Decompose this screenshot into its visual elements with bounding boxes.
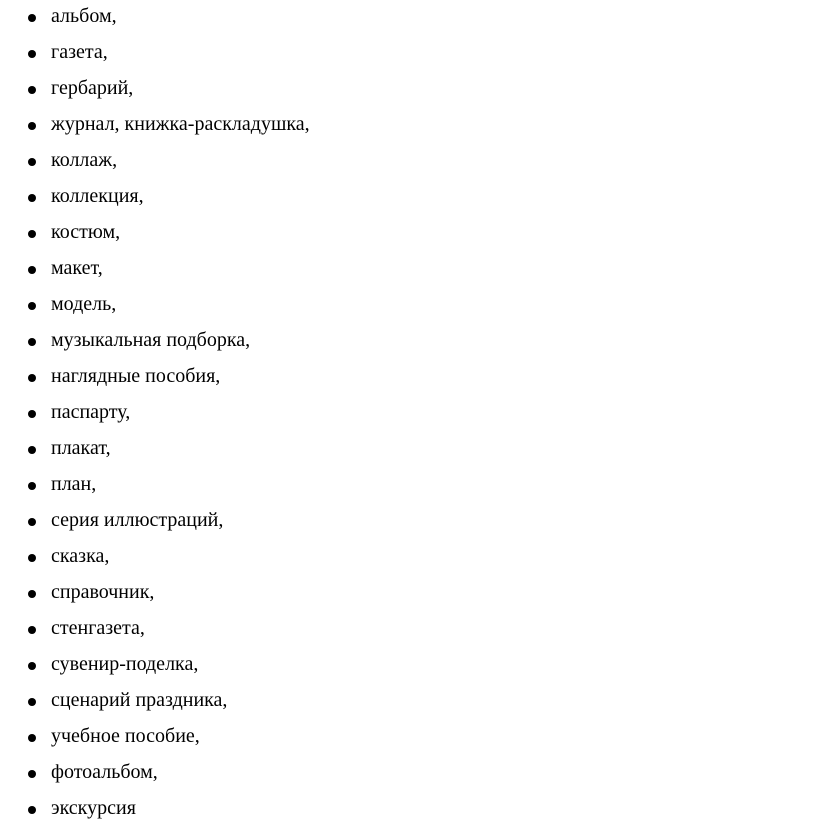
list-item-text: паспарту,: [51, 401, 131, 423]
list-item-text: справочник,: [51, 581, 155, 603]
list-item-text: план,: [51, 473, 97, 495]
bullet-icon: [28, 446, 36, 454]
bullet-icon: [28, 122, 36, 130]
list-item-text: серия иллюстраций,: [51, 509, 224, 531]
bullet-icon: [28, 626, 36, 634]
list-item-text: модель,: [51, 293, 117, 315]
list-item-text: музыкальная подборка,: [51, 329, 251, 351]
list-item-text: фотоальбом,: [51, 761, 158, 783]
list-item-text: сказка,: [51, 545, 110, 567]
bullet-icon: [28, 554, 36, 562]
bullet-icon: [28, 410, 36, 418]
bullet-icon: [28, 14, 36, 22]
list-item-text: сувенир-поделка,: [51, 653, 199, 675]
list-item-text: экскурсия: [51, 797, 136, 819]
list-item-text: газета,: [51, 41, 108, 63]
list-item-text: коллаж,: [51, 149, 118, 171]
bullet-icon: [28, 374, 36, 382]
bullet-icon: [28, 698, 36, 706]
bullet-icon: [28, 50, 36, 58]
bullet-icon: [28, 302, 36, 310]
bullet-icon: [28, 266, 36, 274]
list-item-text: коллекция,: [51, 185, 144, 207]
bullet-icon: [28, 734, 36, 742]
bullet-icon: [28, 518, 36, 526]
list-item-text: учебное пособие,: [51, 725, 200, 747]
list-item-text: плакат,: [51, 437, 111, 459]
bullet-icon: [28, 770, 36, 778]
bullet-icon: [28, 194, 36, 202]
list-item-text: альбом,: [51, 5, 117, 27]
bullet-icon: [28, 158, 36, 166]
list-item-text: сценарий праздника,: [51, 689, 228, 711]
list-item-text: макет,: [51, 257, 103, 279]
bullet-icon: [28, 590, 36, 598]
list-item-text: стенгазета,: [51, 617, 145, 639]
list-item-text: гербарий,: [51, 77, 134, 99]
list-item-text: костюм,: [51, 221, 121, 243]
bullet-icon: [28, 806, 36, 814]
bullet-icon: [28, 338, 36, 346]
list-item-text: наглядные пособия,: [51, 365, 221, 387]
bullet-icon: [28, 86, 36, 94]
list-item-text: журнал, книжка-раскладушка,: [51, 113, 310, 135]
bullet-icon: [28, 230, 36, 238]
bullet-icon: [28, 482, 36, 490]
bullet-icon: [28, 662, 36, 670]
